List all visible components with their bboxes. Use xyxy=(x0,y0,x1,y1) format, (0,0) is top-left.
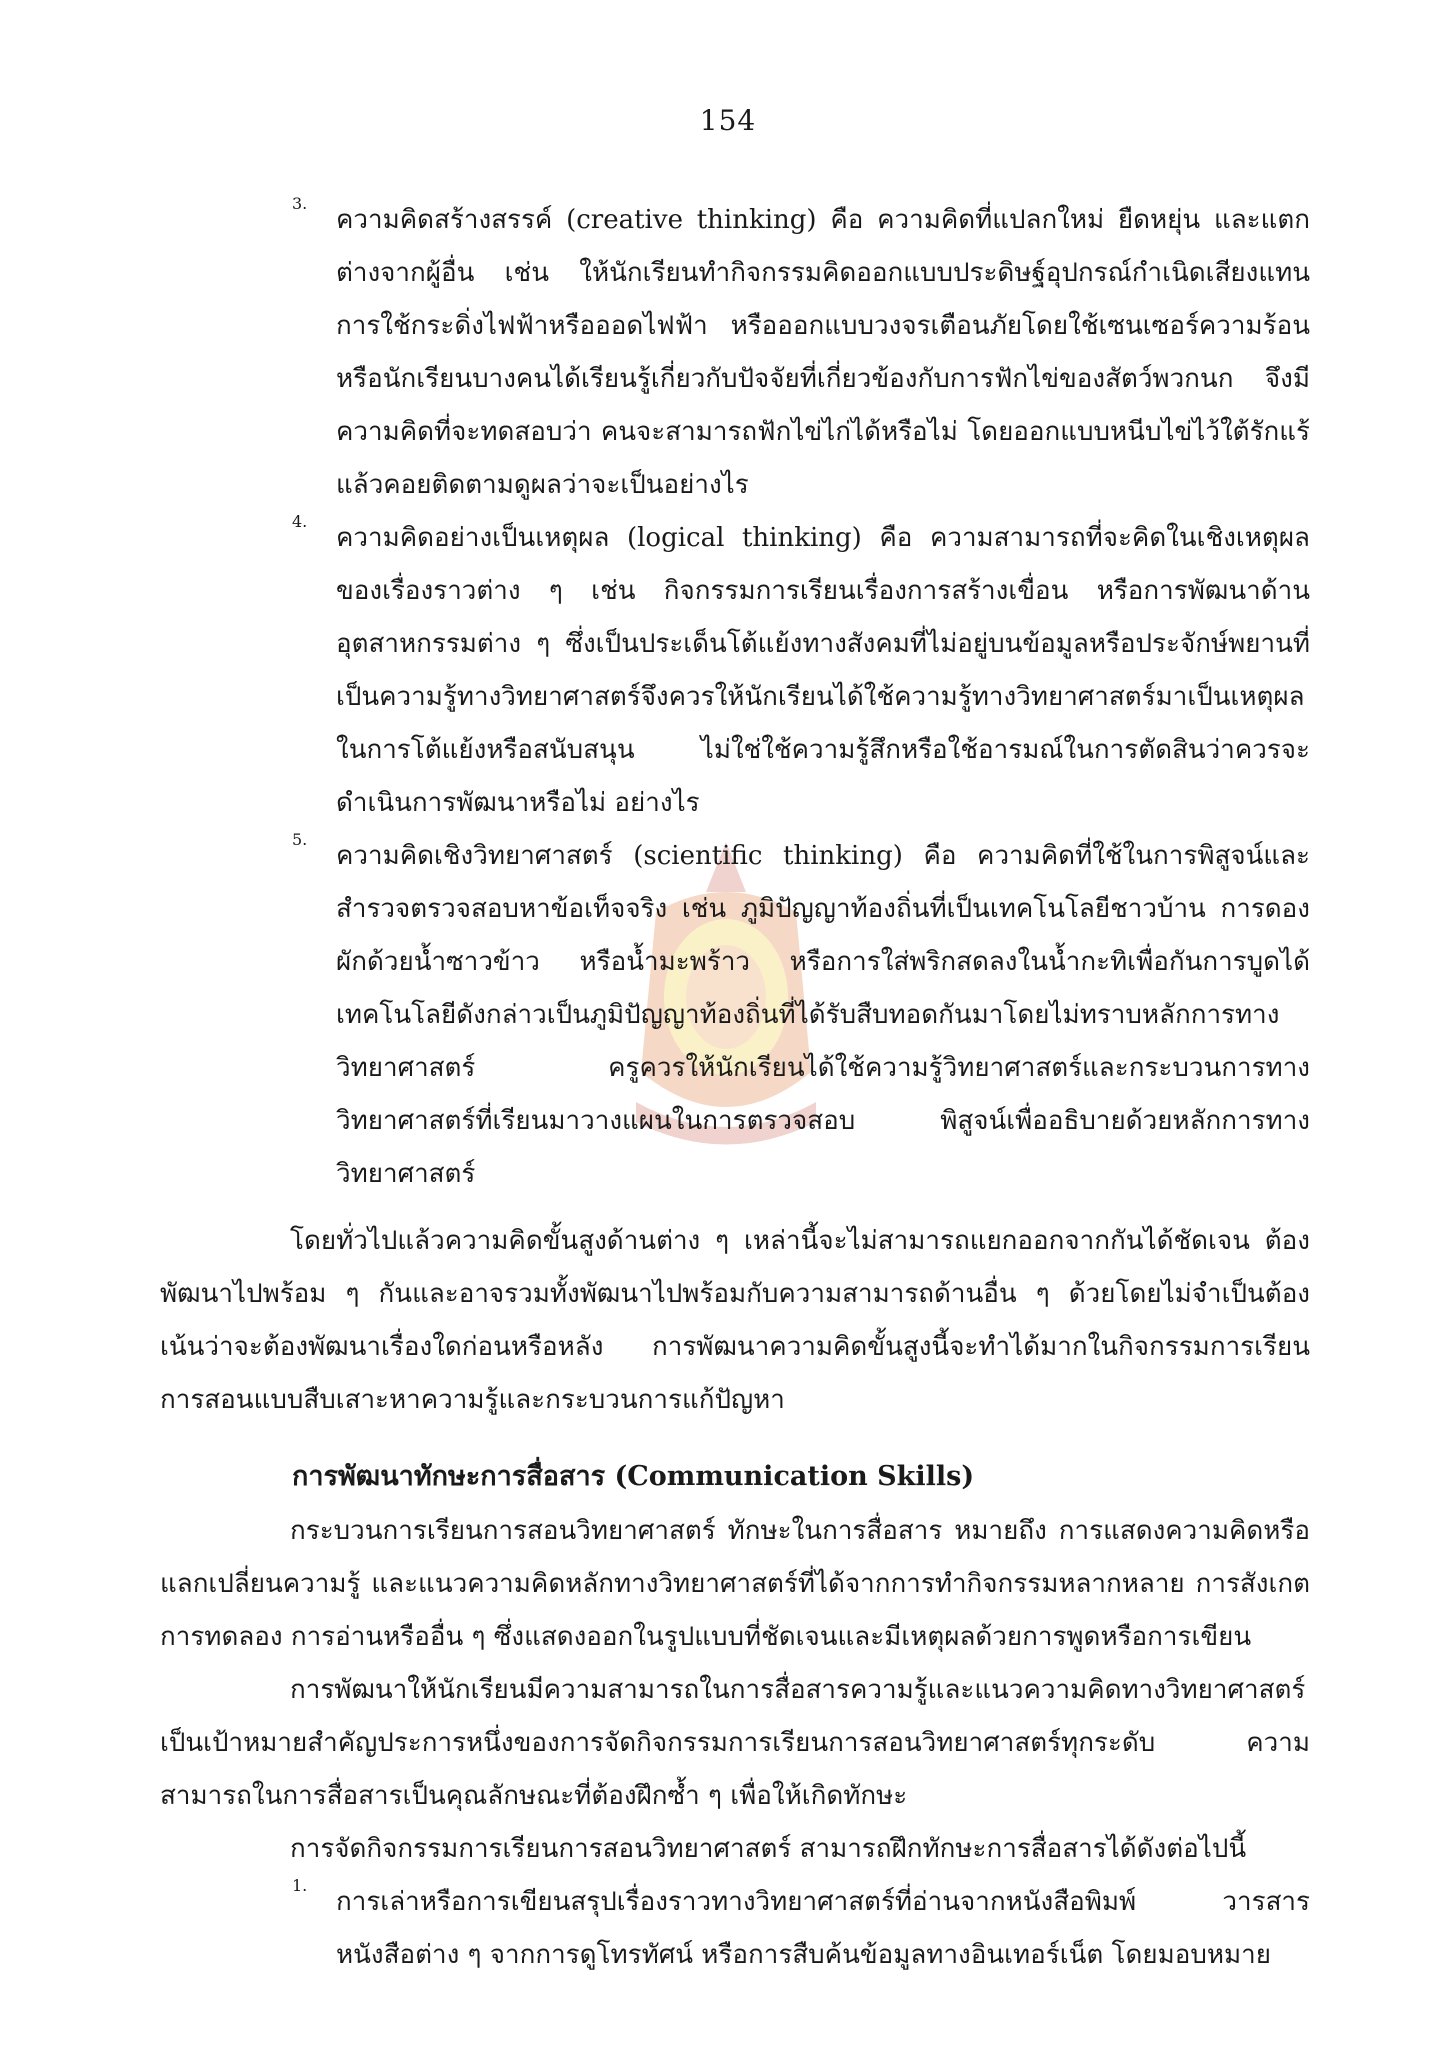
section-paragraph: การพัฒนาให้นักเรียนมีความสามารถในการสื่อสารความรู้และแนวความคิดทางวิทยาศาสตร์เป็นเป้าหมายสำคัญประการหนึ่งของการจัดกิจกรรมการเรียนการสอนวิทยาศาสตร์ทุกระดับ ความสามารถในการสื่อสารเป็นคุณลักษณะที่ต้องฝึกซ้ำ ๆ เพื่อให้เกิดทักษะ xyxy=(160,1675,1310,1811)
list-number: 5. xyxy=(292,830,308,849)
list-item xyxy=(160,830,1310,1201)
list-number: 1. xyxy=(292,1876,308,1895)
document-body xyxy=(160,194,1310,1982)
list-item xyxy=(160,194,1310,512)
list-item-text: ความคิดอย่างเป็นเหตุผล (logical thinking) คือ ความสามารถที่จะคิดในเชิงเหตุผลของเรื่องราวต่าง ๆ เช่น กิจกรรมการเรียนเรื่องการสร้างเขื่อน หรือการพัฒนาด้านอุตสาหกรรมต่าง ๆ ซึ่งเป็นประเด็นโต้แย้งทางสังคมที่ไม่อยู่บนข้อมูลหรือประจักษ์พยานที่เป็นความรู้ทางวิทยาศาสตร์จึงควรให้นักเรียนได้ใช้ความรู้ทางวิทยาศาสตร์มาเป็นเหตุผลในการโต้แย้งหรือสนับสนุน ไม่ใช่ใช้ความรู้สึกหรือใช้อารมณ์ในการตัดสินว่าควรจะดำเนินการพัฒนาหรือไม่ อย่างไร xyxy=(336,523,1310,818)
section-paragraph: การจัดกิจกรรมการเรียนการสอนวิทยาศาสตร์ สามารถฝึกทักษะการสื่อสารได้ดังต่อไปนี้ xyxy=(290,1834,1247,1864)
list-number: 4. xyxy=(292,512,308,531)
list-item-text: ความคิดสร้างสรรค์ (creative thinking) คือ ความคิดที่แปลกใหม่ ยืดหยุ่น และแตกต่างจากผู้อื่น เช่น ให้นักเรียนทำกิจกรรมคิดออกแบบประดิษฐ์อุปกรณ์กำเนิดเสียงแทนการใช้กระดิ่งไฟฟ้าหรือออดไฟฟ้า หรือออกแบบวงจรเตือนภัยโดยใช้เซนเซอร์ความร้อน หรือนักเรียนบางคนได้เรียนรู้เกี่ยวกับปัจจัยที่เกี่ยวข้องกับการฟักไข่ของสัตว์พวกนก จึงมีความคิดที่จะทดสอบว่า คนจะสามารถฟักไข่ไก่ได้หรือไม่ โดยออกแบบหนีบไข่ไว้ใต้รักแร้ แล้วคอยติดตามดูผลว่าจะเป็นอย่างไร xyxy=(336,205,1310,500)
summary-paragraph: โดยทั่วไปแล้วความคิดขั้นสูงด้านต่าง ๆ เหล่านี้จะไม่สามารถแยกออกจากกันได้ชัดเจน ต้องพัฒนาไปพร้อม ๆ กันและอาจรวมทั้งพัฒนาไปพร้อมกับความสามารถด้านอื่น ๆ ด้วยโดยไม่จำเป็นต้องเน้นว่าจะต้องพัฒนาเรื่องใดก่อนหรือหลัง การพัฒนาความคิดขั้นสูงนี้จะทำได้มากในกิจกรรมการเรียนการสอนแบบสืบเสาะหาความรู้และกระบวนการแก้ปัญหา xyxy=(160,1226,1310,1415)
page-number: 154 xyxy=(699,104,757,137)
section-heading: การพัฒนาทักษะการสื่อสาร (Communication Skills) xyxy=(292,1461,975,1492)
list-item-text: การเล่าหรือการเขียนสรุปเรื่องราวทางวิทยาศาสตร์ที่อ่านจากหนังสือพิมพ์ วารสาร หนังสือต่าง ๆ จากการดูโทรทัศน์ หรือการสืบค้นข้อมูลทางอินเทอร์เน็ต โดยมอบหมาย xyxy=(336,1887,1310,1970)
section-paragraph: กระบวนการเรียนการสอนวิทยาศาสตร์ ทักษะในการสื่อสาร หมายถึง การแสดงความคิดหรือแลกเปลี่ยนความรู้ และแนวความคิดหลักทางวิทยาศาสตร์ที่ได้จากการทำกิจกรรมหลากหลาย การสังเกต การทดลอง การอ่านหรืออื่น ๆ ซึ่งแสดงออกในรูปแบบที่ชัดเจนและมีเหตุผลด้วยการพูดหรือการเขียน xyxy=(160,1516,1310,1652)
list-item-text: ความคิดเชิงวิทยาศาสตร์ (scientific thinking) คือ ความคิดที่ใช้ในการพิสูจน์และสำรวจตรวจสอบหาข้อเท็จจริง เช่น ภูมิปัญญาท้องถิ่นที่เป็นเทคโนโลยีชาวบ้าน การดองผักด้วยน้ำซาวข้าว หรือน้ำมะพร้าว หรือการใส่พริกสดลงในน้ำกะทิเพื่อกันการบูดได้ เทคโนโลยีดังกล่าวเป็นภูมิปัญญาท้องถิ่นที่ได้รับสืบทอดกันมาโดยไม่ทราบหลักการทางวิทยาศาสตร์ ครูควรให้นักเรียนได้ใช้ความรู้วิทยาศาสตร์และกระบวนการทางวิทยาศาสตร์ที่เรียนมาวางแผนในการตรวจสอบ พิสูจน์เพื่ออธิบายด้วยหลักการทางวิทยาศาสตร์ xyxy=(336,841,1310,1189)
list-number: 3. xyxy=(292,194,308,213)
list-item xyxy=(160,1876,1310,1982)
list-item xyxy=(160,512,1310,830)
